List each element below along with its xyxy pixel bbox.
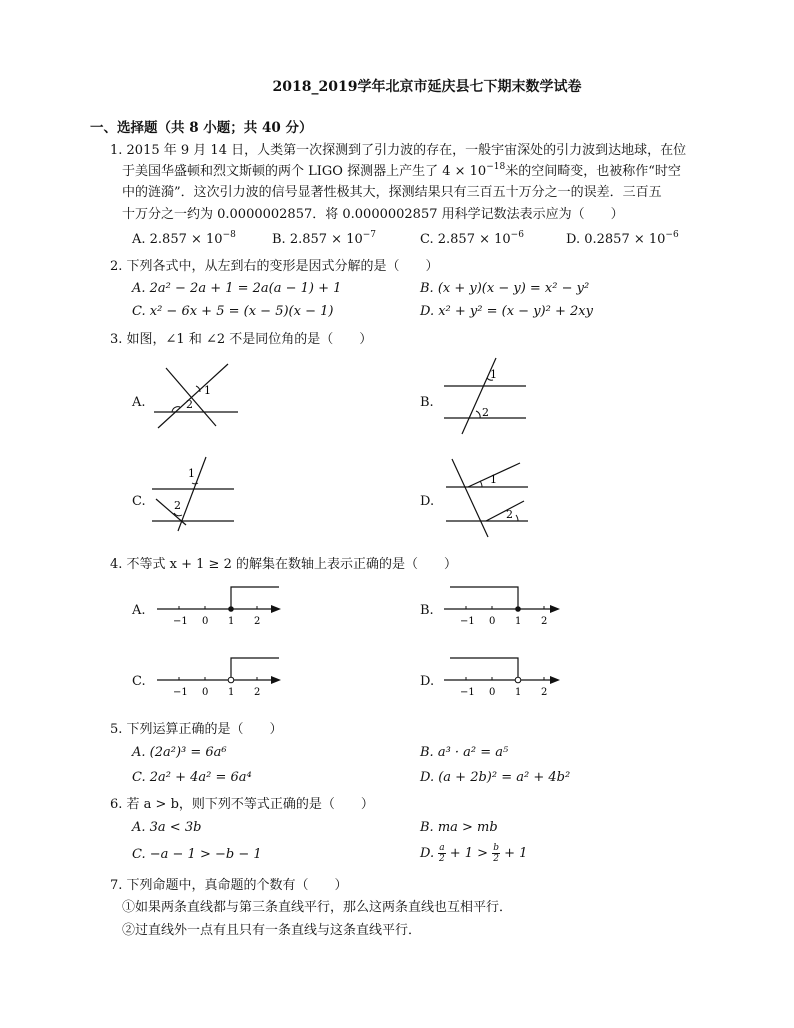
fraction-b-over-2: $\frac{b}{2}$ [493, 843, 499, 864]
q4-stem: 4. 不等式 x + 1 ≥ 2 的解集在数轴上表示正确的是（ ） [110, 557, 457, 572]
angle-1-label: 1 [204, 384, 211, 397]
q3-option-d[interactable]: D. [420, 494, 435, 509]
q1-option-d[interactable]: D. $0.2857 \times 10^{-6}$ [566, 230, 679, 247]
q6-stem: 6. 若 a > b，则下列不等式正确的是（ ） [110, 797, 374, 812]
q1-option-a[interactable]: A. $2.857 \times 10^{-8}$ [132, 230, 236, 247]
q1-line-1: 1. 2015 年 9 月 14 日，人类第一次探测到了引力波的存在，一般宇宙深处的引力波到达地球，在位 [110, 143, 687, 158]
q3-option-c[interactable]: C. [132, 494, 146, 509]
svg-text:−1: −1 [173, 616, 188, 627]
svg-text:−1: −1 [460, 687, 475, 698]
q7-statement-1: ①如果两条直线都与第三条直线平行，那么这两条直线也互相平行． [122, 900, 513, 915]
q4-numberline-b [442, 585, 572, 627]
q3-option-a[interactable]: A. [132, 395, 146, 410]
q5-option-c[interactable]: C. 2a² + 4a² = 6a⁴ [132, 770, 252, 785]
svg-text:−1: −1 [173, 687, 188, 698]
svg-text:2: 2 [254, 687, 261, 698]
q6-option-b[interactable]: B. ma > mb [420, 820, 498, 835]
q2-option-b[interactable]: B. (x + y)(x − y) = x² − y² [420, 281, 590, 296]
svg-text:−1: −1 [460, 616, 475, 627]
section-heading: 一、选择题（共 8 小题；共 40 分） [90, 120, 313, 136]
q1-option-c[interactable]: C. $2.857 \times 10^{-6}$ [420, 230, 524, 247]
svg-text:0: 0 [202, 687, 209, 698]
q5-stem: 5. 下列运算正确的是（ ） [110, 722, 283, 737]
svg-text:2: 2 [506, 508, 513, 521]
svg-text:1: 1 [228, 687, 235, 698]
q4-option-c[interactable]: C. [132, 674, 146, 689]
q3-figure-d [442, 455, 532, 540]
svg-text:1: 1 [515, 687, 522, 698]
q6-option-a[interactable]: A. 3a < 3b [132, 820, 202, 835]
q2-option-a[interactable]: A. 2a² − 2a + 1 = 2a(a − 1) + 1 [132, 281, 342, 296]
q3-figure-c [148, 455, 238, 535]
page-title: 2018_2019学年北京市延庆县七下期末数学试卷 [272, 79, 582, 95]
q2-stem: 2. 下列各式中，从左到右的变形是因式分解的是（ ） [110, 259, 439, 274]
q4-numberline-c [155, 656, 285, 698]
svg-text:2: 2 [541, 616, 548, 627]
q1-option-b[interactable]: B. $2.857 \times 10^{-7}$ [272, 230, 377, 247]
svg-text:1: 1 [188, 467, 195, 480]
q2-option-d[interactable]: D. x² + y² = (x − y)² + 2xy [420, 304, 593, 319]
q1-line-4: 十万分之一约为 0.0000002857．将 0.0000002857 用科学记数法表示应为（ ） [122, 207, 624, 222]
svg-text:0: 0 [489, 616, 496, 627]
svg-text:1: 1 [490, 473, 497, 486]
svg-text:1: 1 [490, 368, 497, 381]
q4-numberline-a [155, 585, 285, 627]
svg-text:0: 0 [202, 616, 209, 627]
svg-text:1: 1 [228, 616, 235, 627]
q2-option-c[interactable]: C. x² − 6x + 5 = (x − 5)(x − 1) [132, 304, 334, 319]
q5-option-d[interactable]: D. (a + 2b)² = a² + 4b² [420, 770, 571, 785]
q3-option-b[interactable]: B. [420, 395, 434, 410]
svg-text:0: 0 [489, 687, 496, 698]
q5-option-a[interactable]: A. (2a²)³ = 6a⁶ [132, 745, 227, 760]
q4-option-a[interactable]: A. [132, 603, 146, 618]
svg-text:2: 2 [541, 687, 548, 698]
q4-option-d[interactable]: D. [420, 674, 435, 689]
svg-text:2: 2 [482, 406, 489, 419]
q4-numberline-d [442, 656, 572, 698]
svg-text:2: 2 [254, 616, 261, 627]
q4-option-b[interactable]: B. [420, 603, 434, 618]
q1-line-3: 中的涟漪”．这次引力波的信号显著性极其大，探测结果只有三百五十万分之一的误差．三百五 [122, 185, 662, 200]
fraction-a-over-2: $\frac{a}{2}$ [439, 843, 445, 864]
q1-line-2: 于美国华盛顿和烈文斯顿的两个 LIGO 探测器上产生了 $4 \times 10^{-18}$米的空间畸变，也被称作“时空 [122, 162, 681, 179]
q3-figure-a [146, 360, 246, 430]
q6-option-d[interactable]: D. $\frac{a}{2}$ + 1 > $\frac{b}{2}$ + 1 [420, 843, 528, 864]
svg-text:1: 1 [515, 616, 522, 627]
svg-text:2: 2 [174, 499, 181, 512]
q6-option-c[interactable]: C. −a − 1 > −b − 1 [132, 847, 262, 862]
q7-stem: 7. 下列命题中，真命题的个数有（ ） [110, 878, 348, 893]
q7-statement-2: ②过直线外一点有且只有一条直线与这条直线平行． [122, 923, 422, 938]
q3-stem: 3. 如图，∠1 和 ∠2 不是同位角的是（ ） [110, 332, 373, 347]
angle-2-label: 2 [186, 398, 193, 411]
q5-option-b[interactable]: B. a³ · a² = a⁵ [420, 745, 509, 760]
q3-figure-b [440, 356, 530, 436]
